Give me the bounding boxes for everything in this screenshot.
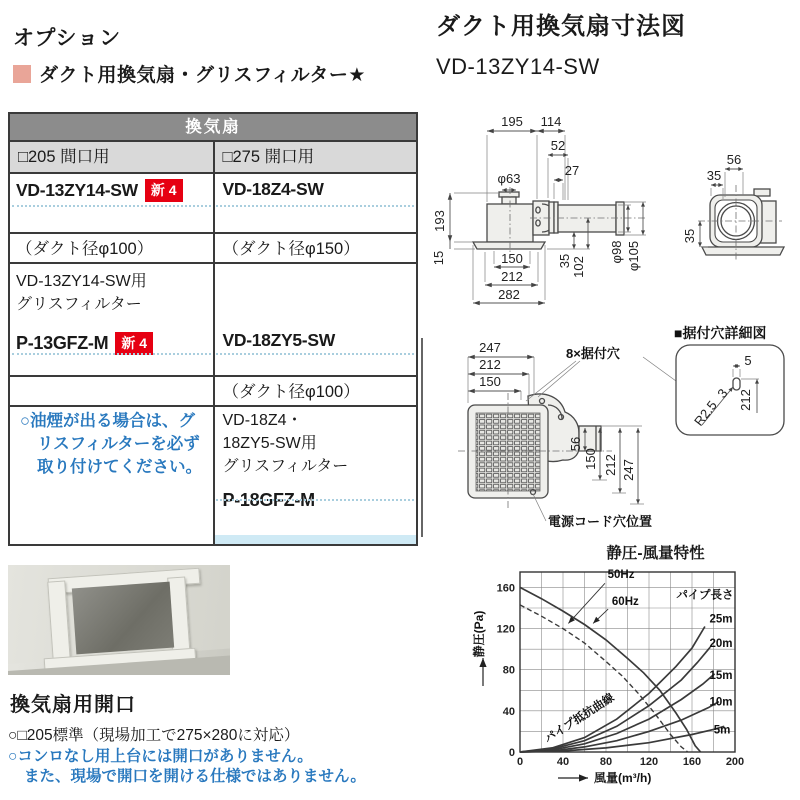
series-label-5m: 5m [713,724,731,737]
grease-filter-line1: VD-13ZY14-SW用 [16,273,147,290]
options-heading: オプション [13,27,122,50]
dim-3: 3 [714,385,731,401]
series-50Hz [520,605,688,752]
price-separator-dotted [216,205,414,207]
svg-text:80: 80 [599,756,613,768]
model-vd-18z4-sw: VD-18Z4-SW [222,179,324,199]
model-vd-13zy14-sw: VD-13ZY14-SW [16,180,138,200]
dim-193: 193 [432,210,447,232]
chart-title: 静圧-風量特性 [606,545,705,562]
pressure-flow-chart [470,546,800,796]
section-subtitle [13,60,366,87]
legend-title: パイプ長さ [676,589,734,602]
dim-150-right: 150 [583,448,598,470]
series-label-25m: 25m [709,613,733,626]
duct-size-150: （ダクト径φ150） [222,240,360,258]
dim-114: 114 [540,114,562,129]
dimensions-title: ダクト用換気扇寸法図 [436,13,686,40]
price-separator-dotted [216,353,414,355]
grease-filter18-line3: グリスフィルター [222,458,349,475]
model-vd-18zy5-sw: VD-18ZY5-SW [222,330,335,350]
note-no-opening: ○コンロなし用上台には開口がありません。 [8,748,313,765]
series-label-60Hz: 60Hz [611,595,639,608]
dim-282: 282 [498,287,520,302]
svg-text:0: 0 [508,747,515,759]
dim-150-top: 150 [479,374,501,389]
table-column-rule [213,140,215,544]
y-axis-label: 静圧(Pa) [472,610,486,658]
svg-text:0: 0 [516,756,524,768]
cell-model-vd18z4 [215,174,417,200]
svg-text:160: 160 [496,582,515,595]
series-label-20m: 20m [709,638,733,651]
section-subtitle-label: ダクト用換気扇・グリスフィルター★ [39,65,366,86]
dim-dia105: φ105 [626,240,641,272]
dimension-drawings [430,95,800,545]
dim-56-right: 56 [568,436,583,452]
column-header-275: □275 開口用 [215,142,417,172]
price-separator-dotted [216,499,414,501]
grease-filter18-line1: VD-18Z4・ [222,412,303,429]
grease-filter-line2: グリスフィルター [16,296,142,313]
dim-15: 15 [431,250,446,266]
opening-caption: 換気扇用開口 [10,694,136,716]
bottom-highlight-strip [215,535,417,544]
dim-r2-5: R2.5 [691,397,720,429]
section-divider-line [421,338,423,537]
price-separator-dotted [12,353,211,355]
dim-35-left: 35 [682,228,697,244]
dim-212: 212 [501,269,523,284]
cell-model-vd13 [10,174,213,202]
table-header: 換気扇 [10,114,416,140]
cell-grease-filter-18 [215,409,417,511]
detail-title: ■据付穴詳細図 [674,325,767,341]
series-label-10m: 10m [709,696,733,709]
dim-dia98: φ98 [609,240,624,264]
svg-text:40: 40 [502,705,515,718]
dim-102: 102 [571,256,586,278]
dim-56: 56 [726,152,742,167]
cell-grease-filter-13 [10,266,213,355]
svg-text:120: 120 [639,756,659,768]
dim-35: 35 [557,253,572,269]
section-marker-square [13,65,31,83]
dim-dia63: φ63 [497,171,521,186]
dim-150: 150 [501,251,523,266]
model-p-13gfz-m: P-13GFZ-M [16,333,109,353]
new-badge: 新 4 [145,179,183,202]
power-cord-label: 電源コード穴位置 [548,514,653,529]
note-205-standard: ○□205標準（現場加工で275×280に対応） [8,727,300,744]
dimensions-model: VD-13ZY14-SW [436,54,600,79]
dim-27: 27 [564,163,580,178]
dim-247-right: 247 [621,459,636,481]
dim-212-detail: 212 [738,389,753,411]
x-axis-label: 風量(m³/h) [594,771,652,785]
dim-195: 195 [501,114,523,129]
model-p-18gfz-m: P-18GFZ-M [222,490,315,510]
svg-text:40: 40 [556,756,570,768]
new-badge: 新 4 [115,332,153,355]
note-no-field-cut: また、現場で開口を開ける仕様ではありません。 [24,768,366,785]
svg-text:80: 80 [502,664,515,677]
cell-model-vd18zy5 [215,266,417,351]
duct-size-100-right: （ダクト径φ100） [222,383,360,401]
dim-35-top: 35 [706,168,722,183]
svg-text:120: 120 [496,623,515,636]
dim-52: 52 [550,138,566,153]
dim-5: 5 [744,353,752,368]
mounting-holes-label: 8×据付穴 [566,346,620,361]
column-header-205: □205 間口用 [10,142,213,172]
resistance-curves-label: パイプ抵抗曲線 [542,691,617,746]
opening-photo [8,565,230,675]
svg-text:200: 200 [725,756,745,768]
dim-212-top: 212 [479,357,501,372]
grease-filter18-line2: 18ZY5-SW用 [222,435,317,452]
dim-247-top: 247 [479,340,501,355]
price-separator-dotted [12,205,211,207]
series-label-15m: 15m [709,669,733,682]
dim-212-right: 212 [603,454,618,476]
fan-option-table [8,112,418,546]
series-label-50Hz: 50Hz [607,569,635,582]
duct-size-100: （ダクト径φ100） [16,240,154,258]
svg-text:160: 160 [682,756,702,768]
photo-opening-hole [72,582,174,655]
oil-smoke-note: ○油煙が出る場合は、グリスフィルターを必ず取り付けてください。 [20,412,202,476]
